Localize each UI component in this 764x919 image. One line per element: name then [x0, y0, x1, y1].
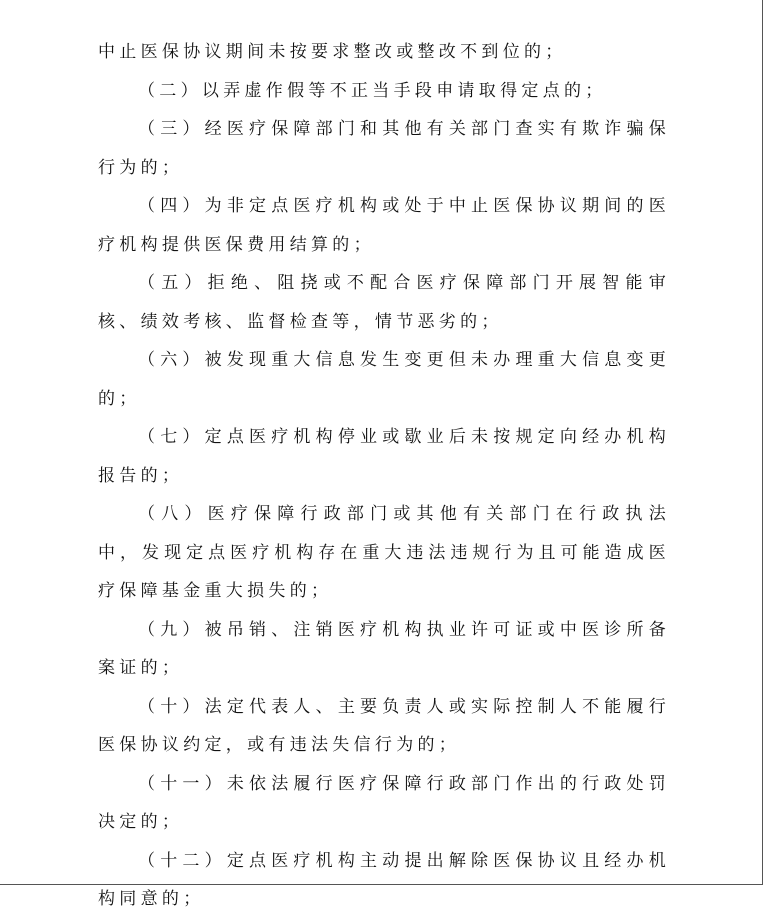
paragraph-item-10: （十）法定代表人、主要负责人或实际控制人不能履行医保协议约定，或有违法失信行为的；: [98, 696, 670, 755]
paragraph-item-3: （三）经医疗保障部门和其他有关部门查实有欺诈骗保行为的；: [98, 119, 670, 178]
paragraph-item-6: （六）被发现重大信息发生变更但未办理重大信息变更的；: [98, 350, 670, 409]
paragraph-item-9: （九）被吊销、注销医疗机构执业许可证或中医诊所备案证的；: [98, 619, 670, 678]
paragraph-item-2: （二）以弄虚作假等不正当手段申请取得定点的；: [138, 80, 607, 101]
paragraph-item-7: （七）定点医疗机构停业或歇业后未按规定向经办机构报告的；: [98, 427, 670, 486]
paragraph-item-5: （五）拒绝、阻挠或不配合医疗保障部门开展智能审核、绩效考核、监督检查等，情节恶劣的；: [98, 273, 670, 332]
document-body: [98, 33, 670, 919]
paragraph-item-11: （十一）未依法履行医疗保障行政部门作出的行政处罚决定的；: [98, 773, 670, 832]
paragraph-item-12: （十二）定点医疗机构主动提出解除医保协议且经办机构同意的；: [98, 850, 670, 909]
paragraph-continuation: 中止医保协议期间未按要求整改或整改不到位的；: [98, 42, 567, 62]
paragraph-item-8: （八）医疗保障行政部门或其他有关部门在行政执法中，发现定点医疗机构存在重大违法违规行为且可能造成医疗保障基金重大损失的；: [98, 504, 670, 601]
paragraph-item-4: （四）为非定点医疗机构或处于中止医保协议期间的医疗机构提供医保费用结算的；: [98, 196, 670, 255]
